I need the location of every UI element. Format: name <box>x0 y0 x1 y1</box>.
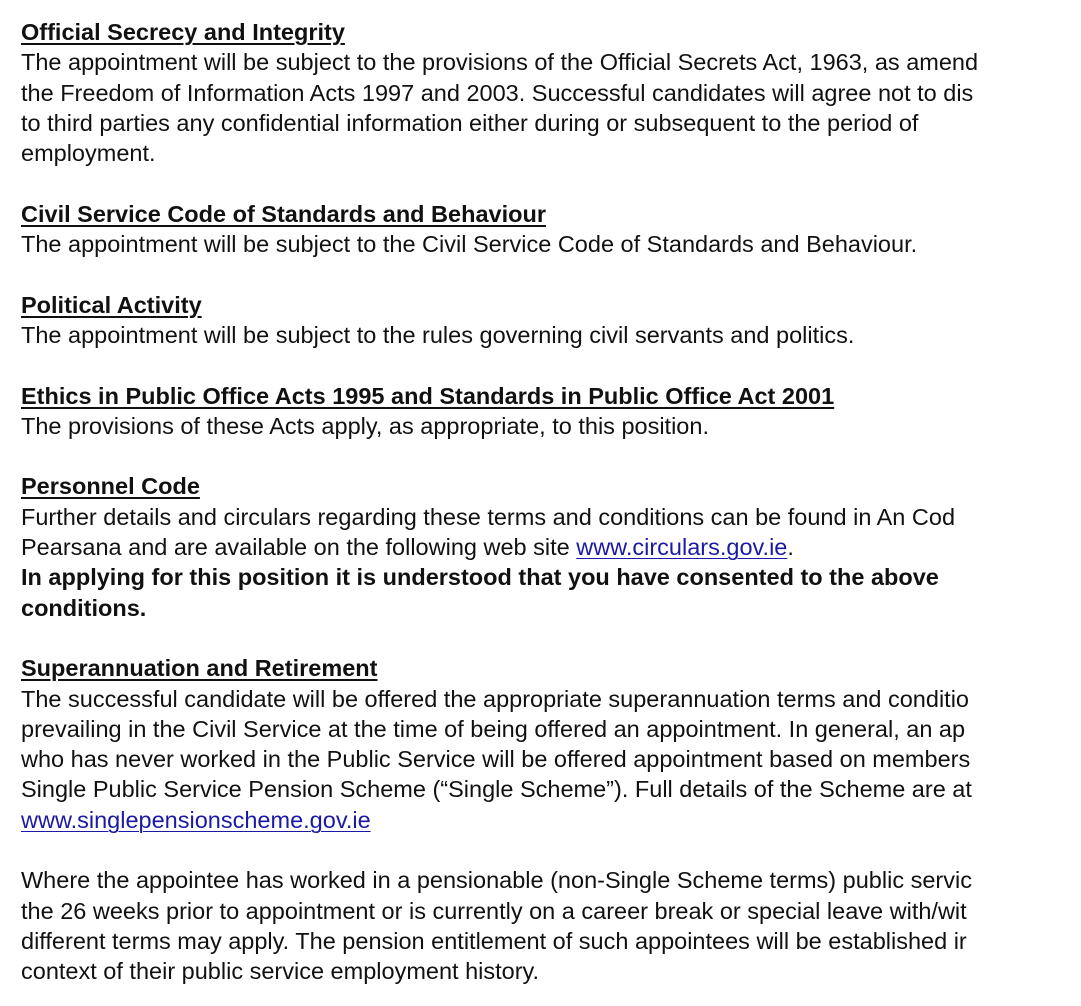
link-suffix-text: . <box>787 534 794 561</box>
paragraph-line: The appointment will be subject to the rules governing civil servants and politics. <box>21 321 855 348</box>
paragraph-line: who has never worked in the Public Service will be offered appointment based on members <box>21 746 971 773</box>
paragraph-line: the 26 weeks prior to appointment or is currently on a career break or special leave with/wit <box>21 897 967 924</box>
spacer <box>21 835 1081 865</box>
spacer <box>21 441 1081 471</box>
heading-ethics-acts: Ethics in Public Office Acts 1995 and Standards in Public Office Act 2001 <box>21 382 835 409</box>
consent-statement: conditions. <box>21 594 147 621</box>
paragraph-line: context of their public service employment history. <box>21 958 540 985</box>
spacer <box>21 623 1081 653</box>
heading-official-secrecy: Official Secrecy and Integrity <box>21 19 345 45</box>
spacer <box>21 259 1081 289</box>
consent-statement: In applying for this position it is understood that you have consented to the above <box>21 564 939 591</box>
paragraph-line: The appointment will be subject to the provisions of the Official Secrets Act, 1963, as amend <box>21 49 979 76</box>
spacer <box>21 350 1081 380</box>
paragraph-line: The successful candidate will be offered the appropriate superannuation terms and conditio <box>21 685 969 712</box>
heading-superannuation: Superannuation and Retirement <box>21 655 378 682</box>
paragraph-line: Further details and circulars regarding these terms and conditions can be found in An Cod <box>21 503 956 530</box>
link-prefix-text: Pearsana and are available on the following web site <box>21 534 577 561</box>
paragraph-line: The appointment will be subject to the Civil Service Code of Standards and Behaviour. <box>21 231 918 258</box>
paragraph-line: Where the appointee has worked in a pensionable (non-Single Scheme terms) public servic <box>21 867 972 894</box>
paragraph-line-with-link <box>21 532 1081 562</box>
heading-personnel-code: Personnel Code <box>21 473 200 500</box>
heading-civil-service-code: Civil Service Code of Standards and Behaviour <box>21 200 546 227</box>
paragraph-line: prevailing in the Civil Service at the time of being offered an appointment. In general, an ap <box>21 715 966 742</box>
paragraph-line: the Freedom of Information Acts 1997 and 2003. Successful candidates will agree not to dis <box>21 79 974 106</box>
single-pension-scheme-link[interactable]: www.singlepensionscheme.gov.ie <box>21 806 371 833</box>
spacer <box>21 168 1081 198</box>
heading-political-activity: Political Activity <box>21 291 202 318</box>
document-page <box>21 17 1081 987</box>
paragraph-line: employment. <box>21 140 156 167</box>
paragraph-line: different terms may apply. The pension entitlement of such appointees will be established ir <box>21 927 967 954</box>
paragraph-line: to third parties any confidential information either during or subsequent to the period of <box>21 109 919 136</box>
paragraph-line: Single Public Service Pension Scheme (“Single Scheme”). Full details of the Scheme are at <box>21 776 972 803</box>
circulars-link[interactable]: www.circulars.gov.ie <box>576 534 788 561</box>
paragraph-line: The provisions of these Acts apply, as appropriate, to this position. <box>21 412 709 439</box>
